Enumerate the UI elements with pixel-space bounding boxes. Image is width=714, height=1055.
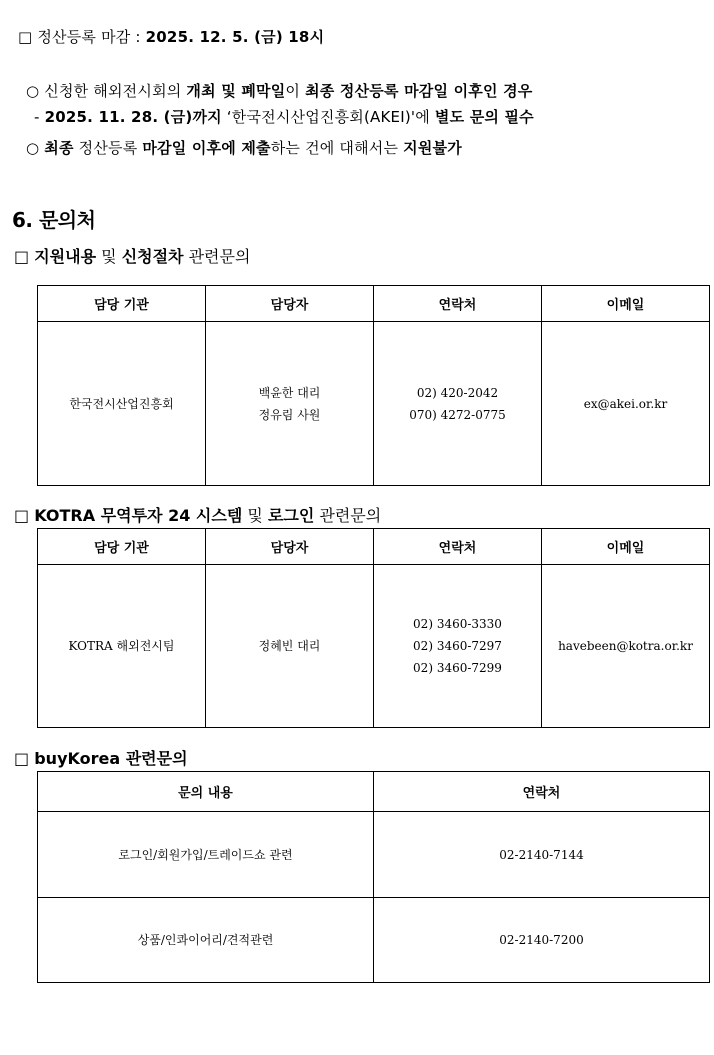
subheading-support <box>14 244 250 267</box>
header-phone: 연락처 <box>374 772 710 812</box>
header-person: 담당자 <box>206 286 374 322</box>
header-agency: 담당 기관 <box>38 529 206 565</box>
contact-table-kotra <box>37 528 710 728</box>
notice-text: 정산등록 <box>73 139 143 157</box>
subheading-text: 관련문의 <box>183 247 251 266</box>
subheading-text: 관련문의 <box>314 506 382 525</box>
phone-number: 070) 4272-0775 <box>409 407 506 422</box>
notice-text: 하는 건에 대해서는 <box>270 139 404 157</box>
header-phone: 연락처 <box>374 529 542 565</box>
dash-mark: - <box>34 108 40 126</box>
topic-cell: 상품/인콰이어리/견적관련 <box>38 898 374 983</box>
person-name: 백윤한 대리 <box>258 385 321 400</box>
notice-bold: 마감일 이후에 제출 <box>142 139 271 157</box>
section-title: 6. 문의처 <box>12 208 96 232</box>
header-topic: 문의 내용 <box>38 772 374 812</box>
notice-line-3 <box>34 106 534 127</box>
phone-number: 02) 3460-7299 <box>413 661 502 675</box>
notice-bold: 2025. 11. 28. (금)까지 <box>44 108 222 126</box>
phone-number: 02) 3460-3330 <box>413 617 502 631</box>
subheading-bold: buyKorea 관련문의 <box>34 749 188 768</box>
email-cell[interactable]: havebeen@kotra.or.kr <box>542 565 710 728</box>
circle-icon: ○ <box>26 139 40 157</box>
table-header-row <box>38 286 710 322</box>
topic-cell: 로그인/회원가입/트레이드쇼 관련 <box>38 812 374 898</box>
notice-line-4 <box>26 137 462 158</box>
header-email: 이메일 <box>542 286 710 322</box>
table-row <box>38 322 710 486</box>
notice-bold: 최종 정산등록 마감일 이후인 경우 <box>305 82 533 100</box>
checkbox-icon: □ <box>14 247 30 266</box>
subheading-buykorea <box>14 746 188 769</box>
phone-number: 02) 420-2042 <box>416 385 499 400</box>
header-agency: 담당 기관 <box>38 286 206 322</box>
notice-bold: 개최 및 폐막일 <box>186 82 286 100</box>
checkbox-icon: □ <box>14 506 30 525</box>
phone-cell: 02-2140-7200 <box>374 898 710 983</box>
subheading-bold: 로그인 <box>267 506 315 525</box>
phone-cell <box>374 322 542 486</box>
notice-text: 신청한 해외전시회의 <box>44 82 187 100</box>
subheading-bold: KOTRA 무역투자 24 시스템 <box>34 506 243 525</box>
deadline-text: 2025. 12. 5. (금) 18시 <box>145 28 325 46</box>
person-cell <box>206 322 374 486</box>
notice-line-1 <box>18 26 324 47</box>
subheading-text: 및 <box>242 506 268 525</box>
subheading-kotra <box>14 503 381 526</box>
email-cell[interactable]: ex@akei.or.kr <box>542 322 710 486</box>
person-name: 정유림 사원 <box>258 407 321 422</box>
circle-icon: ○ <box>26 82 40 100</box>
subheading-text: 및 <box>96 247 122 266</box>
phone-cell: 02-2140-7144 <box>374 812 710 898</box>
subheading-bold: 지원내용 <box>34 247 97 266</box>
agency-cell: 한국전시산업진흥회 <box>38 322 206 486</box>
phone-cell <box>374 565 542 728</box>
contact-table-akei <box>37 285 710 486</box>
table-row <box>38 898 710 983</box>
checkbox-icon: □ <box>18 28 33 46</box>
notice-line-2 <box>26 80 532 101</box>
checkbox-icon: □ <box>14 749 30 768</box>
notice-text: 이 <box>285 82 306 100</box>
notice-bold: 지원불가 <box>403 139 462 157</box>
header-person: 담당자 <box>206 529 374 565</box>
header-phone: 연락처 <box>374 286 542 322</box>
agency-cell: KOTRA 해외전시팀 <box>38 565 206 728</box>
person-cell: 정혜빈 대리 <box>206 565 374 728</box>
table-row <box>38 812 710 898</box>
table-header-row <box>38 772 710 812</box>
notice-bold: 최종 <box>44 139 74 157</box>
notice-bold: 별도 문의 필수 <box>434 108 534 126</box>
phone-number: 02) 3460-7297 <box>413 639 502 653</box>
table-header-row <box>38 529 710 565</box>
contact-table-buykorea <box>37 771 710 983</box>
subheading-bold: 신청절차 <box>121 247 184 266</box>
notice-text: 정산등록 마감 : <box>37 28 146 46</box>
notice-text: ‘한국전시산업진흥회(AKEI)'에 <box>221 108 435 126</box>
header-email: 이메일 <box>542 529 710 565</box>
table-row <box>38 565 710 728</box>
